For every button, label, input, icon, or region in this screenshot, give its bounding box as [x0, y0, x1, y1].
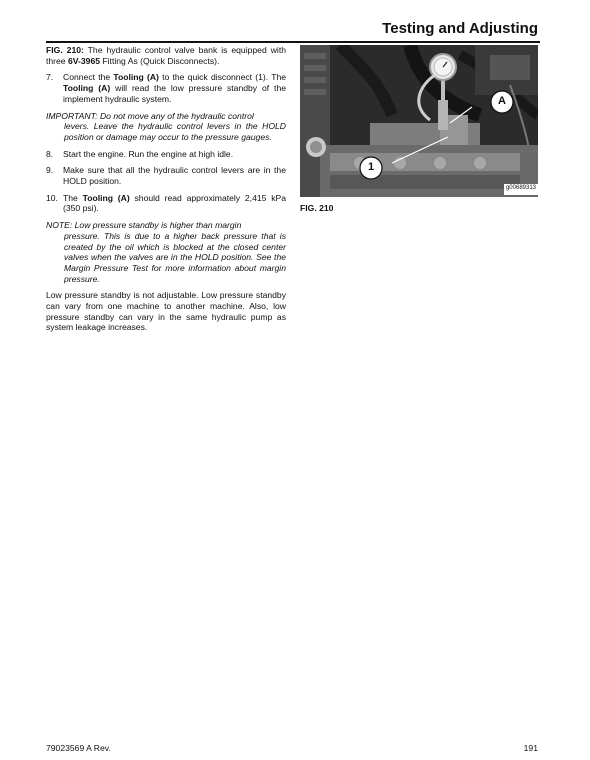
left-column	[46, 45, 286, 339]
step-10-number: 10.	[46, 192, 58, 203]
figure-caption: FIG. 210	[300, 203, 334, 213]
fig-intro-text-b: Fitting As (Quick Disconnects).	[100, 55, 220, 66]
page-header-title: Testing and Adjusting	[382, 20, 538, 37]
hydraulic-valve-illustration	[300, 45, 538, 197]
figure-photo	[300, 45, 538, 197]
fig-intro-part-number: 6V-3965	[67, 55, 101, 66]
step-10-text: The Tooling (A) should read approximately 2,415 kPa (350 psi).	[63, 192, 287, 214]
important-continuation: levers. Leave the hydraulic control levers in the HOLD position or damage may occur to the pressure gauges.	[64, 121, 286, 142]
note-block	[46, 220, 286, 284]
step-7	[46, 72, 286, 104]
step-8	[46, 149, 286, 160]
step-7-number: 7.	[46, 72, 54, 83]
fig-intro-paragraph	[46, 45, 286, 66]
fig-intro-text-a: The hydraulic control valve bank is equipped with three	[46, 45, 286, 66]
step-9-text: Make sure that all the hydraulic control levers are in the HOLD position.	[63, 165, 286, 187]
callout-1-label: 1	[367, 161, 375, 173]
step-10	[46, 193, 286, 214]
footer-doc-number: 79023569 A Rev.	[46, 743, 111, 753]
header-rule	[46, 41, 540, 43]
step-8-text: Start the engine. Run the engine at high idle.	[63, 148, 234, 159]
step-7-text: Connect the Tooling (A) to the quick disconnect (1). The Tooling (A) will read the low pressure standby of the implement hydraulic system.	[63, 72, 286, 104]
image-id-label: g00689313	[505, 185, 537, 191]
step-8-number: 8.	[46, 148, 54, 159]
callout-a-label: A	[498, 95, 506, 107]
important-first-line: IMPORTANT: Do not move any of the hydraulic control	[46, 110, 254, 121]
note-continuation: pressure. This is due to a higher back pressure that is created by the oil which is blocked at the closed center valves when the valves are in the HOLD position. See the Margin Pressure Test for more information about margin pressure.	[64, 230, 286, 284]
step-9	[46, 165, 286, 186]
closing-paragraph: Low pressure standby is not adjustable. Low pressure standby can vary from one machine to another machine. Also, low pressure standby can vary in the same hydraulic pump as system leakage increases.	[46, 290, 286, 333]
note-first-line: NOTE: Low pressure standby is higher than margin	[46, 220, 242, 231]
important-notice	[46, 111, 286, 143]
step-9-number: 9.	[46, 165, 54, 176]
footer-page-number: 191	[523, 743, 538, 753]
fig-intro-label: FIG. 210:	[46, 45, 84, 55]
